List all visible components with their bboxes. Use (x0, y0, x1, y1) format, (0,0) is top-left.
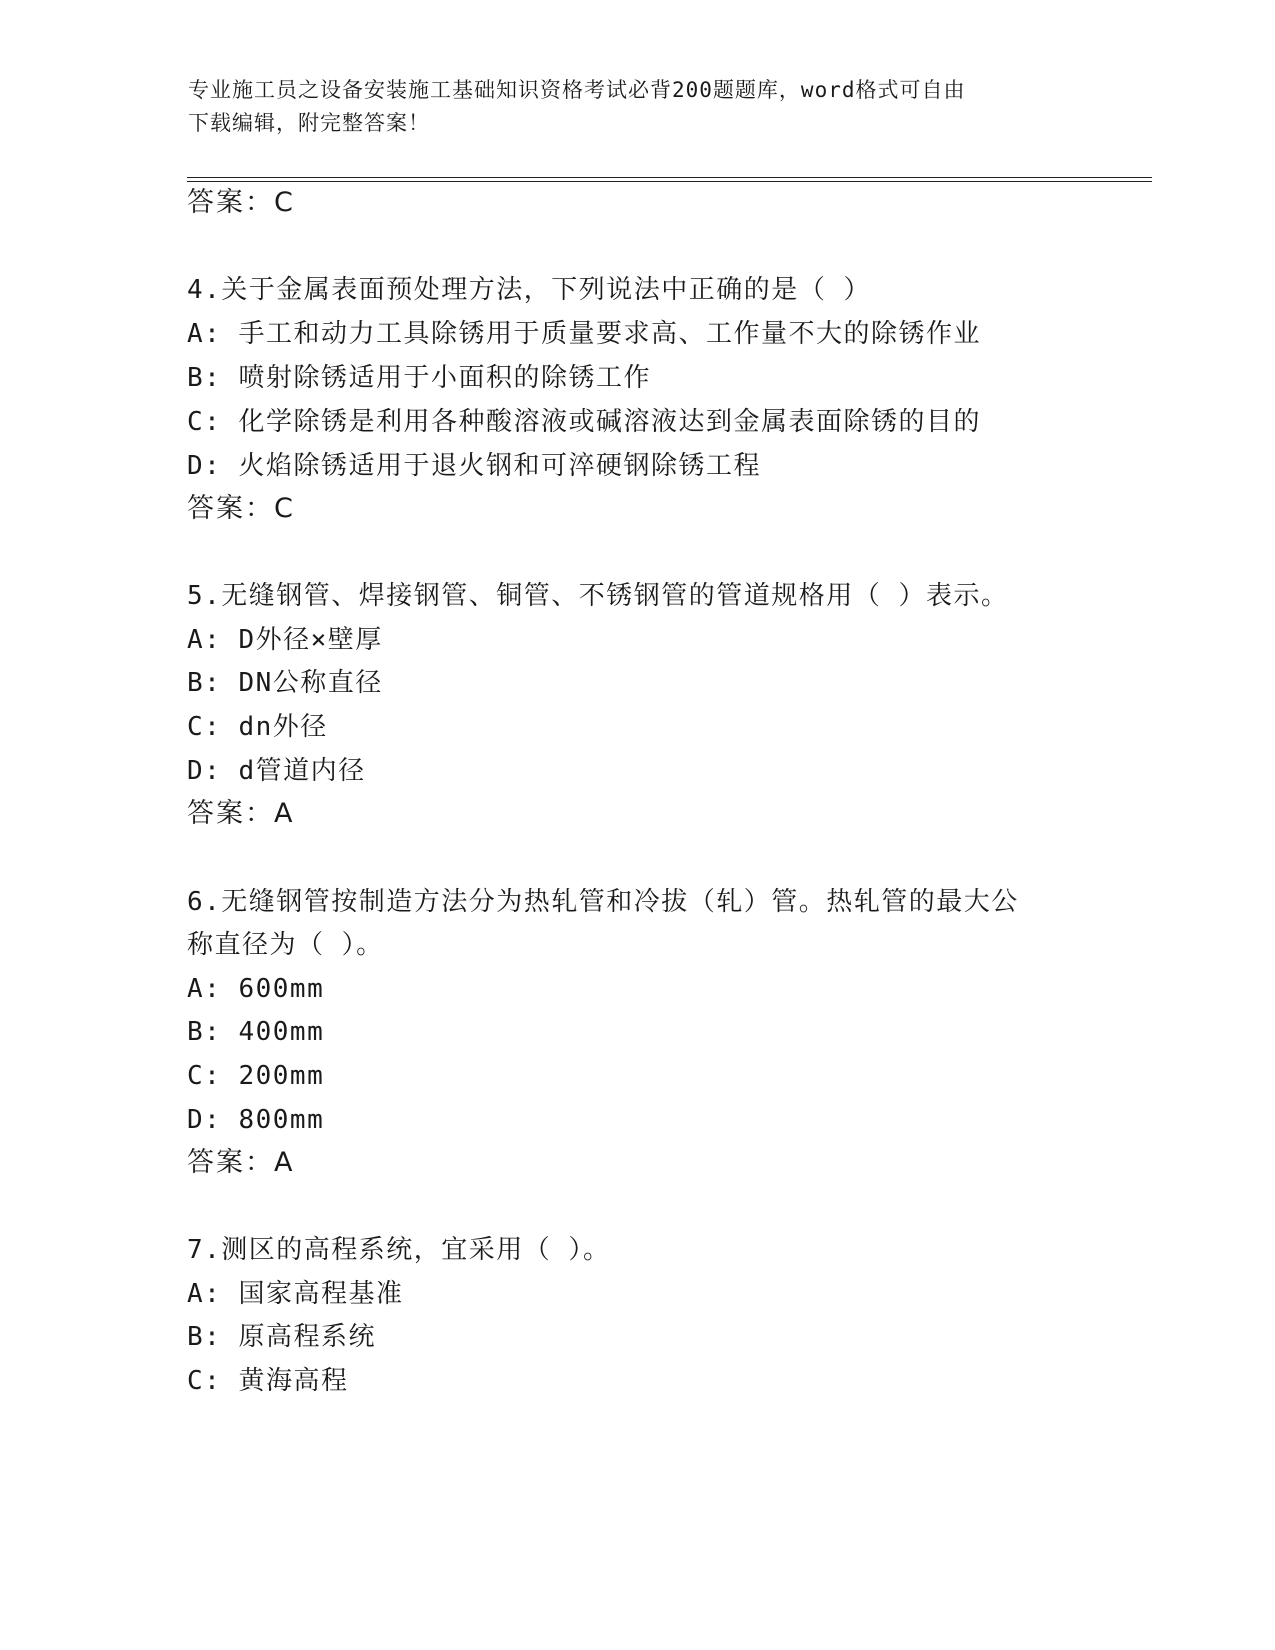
question-7-option-a: A: 国家高程基准 (187, 1279, 404, 1309)
question-5-answer: 答案：A (187, 798, 295, 829)
question-4-answer: 答案：C (187, 493, 295, 524)
question-6-option-b: B: 400mm (187, 1017, 325, 1047)
question-6-answer: 答案：A (187, 1147, 295, 1178)
question-4-option-d: D: 火焰除锈适用于退火钢和可淬硬钢除锈工程 (187, 451, 761, 481)
question-5-option-c: C: dn外径 (187, 712, 328, 742)
header-divider (187, 177, 1152, 182)
question-5-option-a: A: D外径×壁厚 (187, 625, 383, 655)
question-4-option-c: C: 化学除锈是利用各种酸溶液或碱溶液达到金属表面除锈的目的 (187, 407, 981, 437)
header-line-2: 下载编辑，附完整答案！ (188, 111, 430, 135)
question-7-option-b: B: 原高程系统 (187, 1322, 376, 1352)
question-6-option-c: C: 200mm (187, 1061, 325, 1091)
question-4-option-b: B: 喷射除锈适用于小面积的除锈工作 (187, 363, 651, 393)
question-6-option-a: A: 600mm (187, 974, 325, 1004)
question-6-stem-continued: 称直径为（ ）。 (187, 930, 384, 960)
question-7-option-c: C: 黄海高程 (187, 1366, 349, 1396)
question-5-option-d: D: d管道内径 (187, 756, 366, 786)
question-5-stem: 5.无缝钢管、焊接钢管、铜管、不锈钢管的管道规格用（ ）表示。 (187, 581, 1009, 611)
document-header (188, 74, 1068, 140)
question-6-option-d: D: 800mm (187, 1105, 325, 1135)
previous-answer: 答案：C (187, 187, 295, 218)
question-7-stem: 7.测区的高程系统，宜采用（ ）。 (187, 1235, 611, 1265)
question-4-stem: 4.关于金属表面预处理方法，下列说法中正确的是（ ） (187, 275, 871, 305)
header-line-1: 专业施工员之设备安装施工基础知识资格考试必背200题题库，word格式可自由 (188, 78, 966, 102)
question-4-option-a: A: 手工和动力工具除锈用于质量要求高、工作量不大的除锈作业 (187, 319, 981, 349)
question-5-option-b: B: DN公称直径 (187, 668, 383, 698)
question-6-stem: 6.无缝钢管按制造方法分为热轧管和冷拔（轧）管。热轧管的最大公 (187, 887, 1019, 917)
